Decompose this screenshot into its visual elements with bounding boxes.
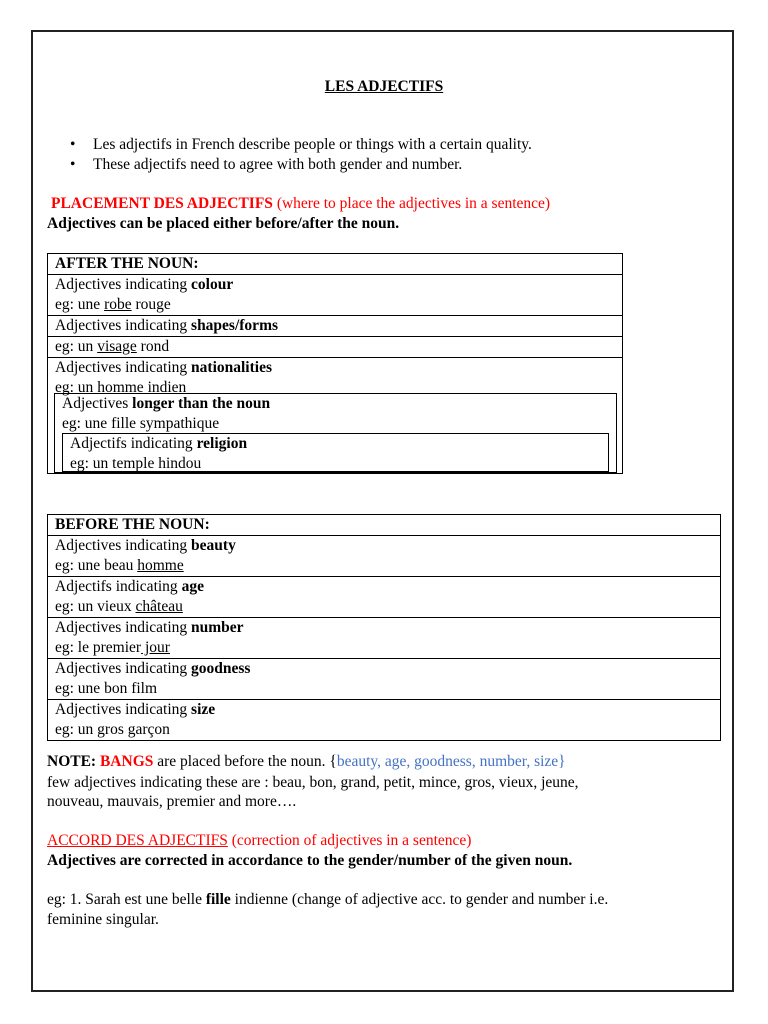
row-keyword: nationalities [191, 359, 272, 376]
note-line-2: few adjectives indicating these are : beau, bon, grand, petit, mince, gros, vieux, jeune, [47, 774, 579, 791]
example-noun: homme [137, 557, 184, 574]
example-text: eg: une bon film [55, 680, 158, 697]
after-noun-header: AFTER THE NOUN: [55, 255, 199, 272]
table-row-example [48, 336, 622, 357]
row-keyword: age [181, 578, 204, 595]
row-keyword: colour [191, 276, 234, 293]
example-text: eg: un gros garçon [55, 721, 170, 738]
placement-subheading: Adjectives can be placed either before/after the noun. [47, 215, 400, 232]
nested-box-religion [62, 433, 609, 473]
example-text: eg: une beau [55, 557, 138, 574]
example-noun: fille [205, 891, 231, 908]
row-lead: Adjectives indicating [55, 317, 192, 334]
row-lead: Adjectives indicating [55, 619, 192, 636]
bullet-item: • These adjectifs need to agree with both gender and number. [70, 155, 532, 175]
example-text: eg: un temple hindou [70, 455, 202, 472]
row-keyword: number [191, 619, 244, 636]
example-pre: eg: 1. Sarah est une belle [47, 891, 206, 908]
intro-bullet-list [70, 135, 532, 175]
example-adjective: rond [136, 338, 170, 355]
example-text: eg: une fille sympathique [62, 415, 220, 432]
example-noun: château [135, 598, 183, 615]
note-line [47, 752, 727, 772]
bangs-list: beauty, age, goodness, number, size [336, 753, 559, 770]
bullet-item: • Les adjectifs in French describe people or things with a certain quality. [70, 135, 532, 155]
note-line-3: nouveau, mauvais, premier and more…. [47, 793, 297, 810]
placement-heading-line [51, 194, 550, 214]
bangs-term: BANGS [99, 753, 154, 770]
page-title: LES ADJECTIFS [324, 78, 444, 95]
before-noun-header: BEFORE THE NOUN: [55, 516, 210, 533]
after-noun-table [47, 253, 623, 474]
example-text: eg: le premier [55, 639, 142, 656]
row-keyword: religion [196, 435, 248, 452]
example-text: eg: un [55, 379, 98, 396]
accord-heading: ACCORD DES ADJECTIFS [47, 832, 228, 849]
example-text: eg: une [55, 296, 105, 313]
accord-heading-note: (correction of adjectives in a sentence) [231, 832, 472, 849]
row-lead: Adjectives indicating [55, 537, 192, 554]
row-lead: Adjectifs indicating [55, 578, 182, 595]
row-lead: Adjectives [62, 395, 133, 412]
table-row [48, 576, 720, 617]
row-keyword: shapes/forms [191, 317, 279, 334]
example-noun: robe [104, 296, 132, 313]
example-post: indienne (change of adjective acc. to gender and number i.e. [230, 891, 609, 908]
table-row [48, 658, 720, 699]
before-noun-table [47, 514, 721, 741]
table-row [48, 699, 720, 740]
table-row [48, 274, 622, 315]
row-keyword: goodness [191, 660, 251, 677]
example-noun: homme [97, 379, 148, 396]
row-lead: Adjectifs indicating [70, 435, 197, 452]
bangs-list-close: } [558, 753, 566, 770]
note-text: are placed before the noun. { [153, 753, 337, 770]
accord-subheading: Adjectives are corrected in accordance to the gender/number of the given noun. [47, 852, 573, 869]
example-noun: jour [141, 639, 170, 656]
table-row [48, 617, 720, 658]
row-lead: Adjectives indicating [55, 276, 192, 293]
accord-heading-line [47, 831, 727, 851]
row-lead: Adjectives indicating [55, 359, 192, 376]
row-keyword: longer than the noun [132, 395, 271, 412]
table-row [48, 315, 622, 336]
row-keyword: size [191, 701, 216, 718]
row-lead: Adjectives indicating [55, 660, 192, 677]
placement-heading-note: (where to place the adjectives in a sentence) [276, 195, 551, 212]
example-line-2: feminine singular. [47, 911, 159, 928]
example-text: eg: un vieux [55, 598, 136, 615]
example-text: eg: un [55, 338, 98, 355]
example-line [47, 890, 727, 910]
note-label: NOTE: [47, 753, 97, 770]
example-noun: visage [97, 338, 137, 355]
placement-heading: PLACEMENT DES ADJECTIFS [51, 195, 273, 212]
row-lead: Adjectives indicating [55, 701, 192, 718]
example-adjective: indien [147, 379, 187, 396]
table-row [48, 535, 720, 576]
example-adjective: rouge [131, 296, 171, 313]
row-keyword: beauty [191, 537, 236, 554]
